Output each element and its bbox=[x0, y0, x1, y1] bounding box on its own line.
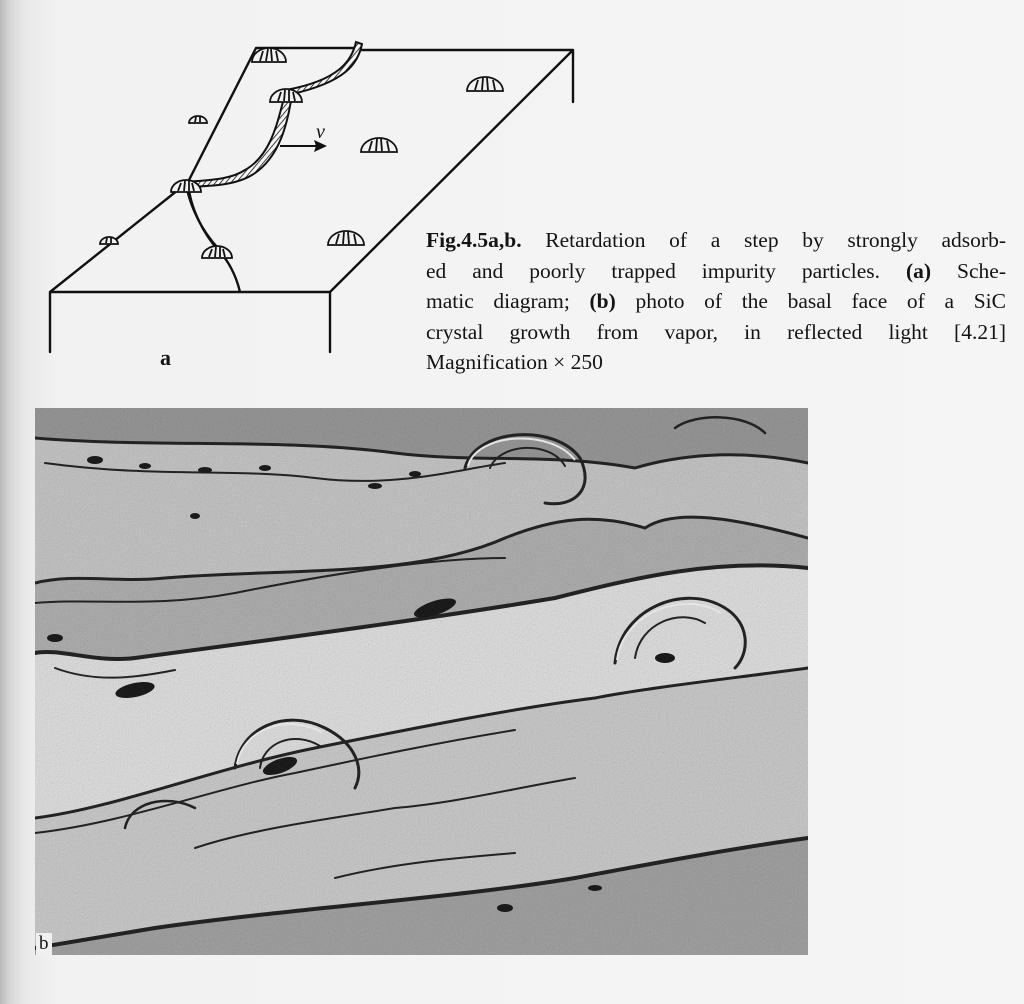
impurity-particle bbox=[189, 116, 207, 123]
sic-basal-face-photo bbox=[35, 408, 808, 955]
figure-id: Fig.4.5a,b. bbox=[426, 228, 522, 252]
impurity-particle bbox=[202, 246, 232, 258]
impurity-particle bbox=[361, 138, 397, 152]
impurity-particle bbox=[252, 48, 286, 62]
caption-line-5: Magnification × 250 bbox=[426, 350, 603, 374]
caption-line-1: Fig.4.5a,b. Retardation of a step by strongly adsorb- bbox=[426, 228, 1006, 252]
figure-caption bbox=[426, 225, 1006, 378]
caption-line-4: crystal growth from vapor, in reflected light [4.21] bbox=[426, 319, 1006, 344]
impurity-particle bbox=[100, 237, 118, 244]
panel-label-a: a bbox=[160, 345, 171, 370]
panel-label-b: b bbox=[36, 933, 52, 955]
caption-line-3: matic diagram; (b) photo of the basal face of a SiC bbox=[426, 289, 1006, 313]
impurity-particle bbox=[328, 231, 364, 245]
velocity-label: v bbox=[316, 121, 325, 143]
impurity-particle bbox=[467, 77, 503, 91]
caption-line-2: ed and poorly trapped impurity particles. (a) Sche- bbox=[426, 258, 1006, 283]
step-riser bbox=[184, 42, 362, 187]
